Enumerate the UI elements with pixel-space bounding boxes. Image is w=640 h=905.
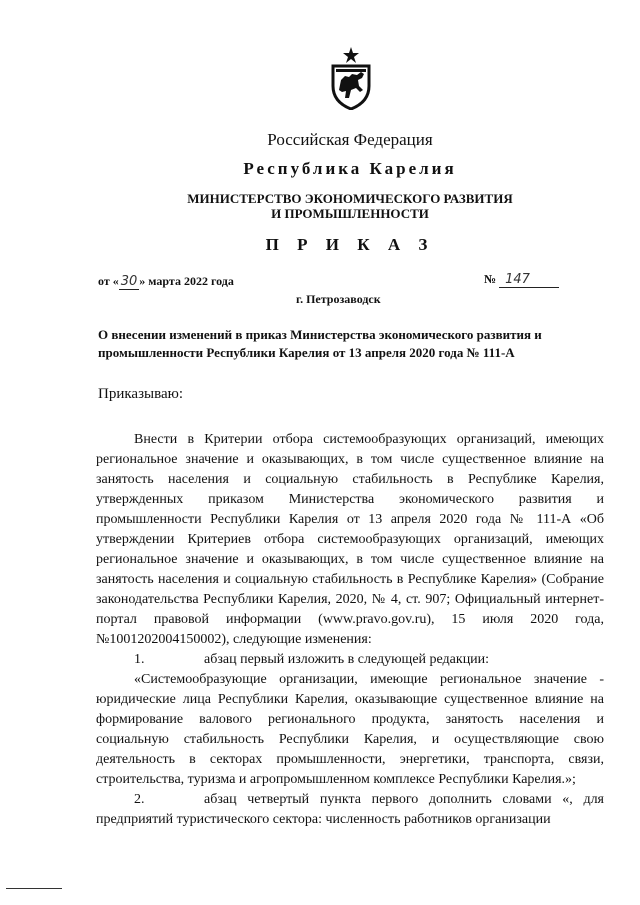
republic-name: Республика Карелия <box>243 159 457 178</box>
handwritten-day: 30 <box>120 274 138 289</box>
date-prefix: от « <box>98 274 119 288</box>
item-1-number: 1. <box>134 652 145 667</box>
order-number <box>484 272 559 288</box>
item-2 <box>96 790 604 830</box>
city-name: г. Петрозаводск <box>296 292 381 306</box>
ministry-name-line1: МИНИСТЕРСТВО ЭКОНОМИЧЕСКОГО РАЗВИТИЯ <box>187 191 513 206</box>
handwritten-number: 147 <box>499 272 559 288</box>
order-intro: Приказываю: <box>98 386 183 402</box>
item-1 <box>96 650 604 670</box>
order-title: П Р И К А З <box>265 235 435 254</box>
item-1-text: абзац первый изложить в следующей редакции: <box>204 652 490 667</box>
footer-divider <box>6 888 62 889</box>
number-prefix: № <box>484 272 497 286</box>
date-suffix: » марта 2022 года <box>139 274 234 288</box>
order-body <box>96 430 604 830</box>
item-1-quote: «Системообразующие организации, имеющие региональное значение - юридические лица Республики Карелия, оказывающие существенное влияние на формирование валового регионального продукта, занятость населения и социальную стабильность Республики Карелия, и осуществляющие свою деятельность в секторах промышленности, энергетики, транспорта, связи, строительства, туризма и агропромышленном комплексе Республики Карелия.»; <box>96 672 604 787</box>
ministry-name <box>30 191 640 221</box>
order-date <box>98 274 234 289</box>
ministry-name-line2: И ПРОМЫШЛЕННОСТИ <box>271 206 429 221</box>
karelia-coat-of-arms-icon <box>327 46 375 110</box>
item-2-number: 2. <box>134 792 145 807</box>
order-subject: О внесении изменений в приказ Министерства экономического развития и промышленности Республики Карелия от 13 апреля 2020 года № 111-А <box>98 327 542 360</box>
country-name: Российская Федерация <box>267 130 433 149</box>
main-paragraph: Внести в Критерии отбора системообразующих организаций, имеющих региональное значение и оказывающих, в том числе существенное влияние на занятость населения и социальную стабильность в Республике Карелия, утвержденных приказом Министерства экономического развития и промышленности Республики Карелия от 13 апреля 2020 года № 111-А «Об утверждении Критериев отбора системообразующих организаций, имеющих региональное значение и оказывающих, в том числе существенное влияние на занятость населения и социальную стабильность в Республике Карелия» (Собрание законодательства Республики Карелия, 2020, № 4, ст. 907; Официальный интернет-портал правовой информации (www.pravo.gov.ru), 15 июля 2020 года, №1001202004150002), следующие изменения: <box>96 432 604 647</box>
item-2-text: абзац четвертый пункта первого дополнить словами «, для предприятий туристического сектора: численность работников организации <box>96 792 604 827</box>
